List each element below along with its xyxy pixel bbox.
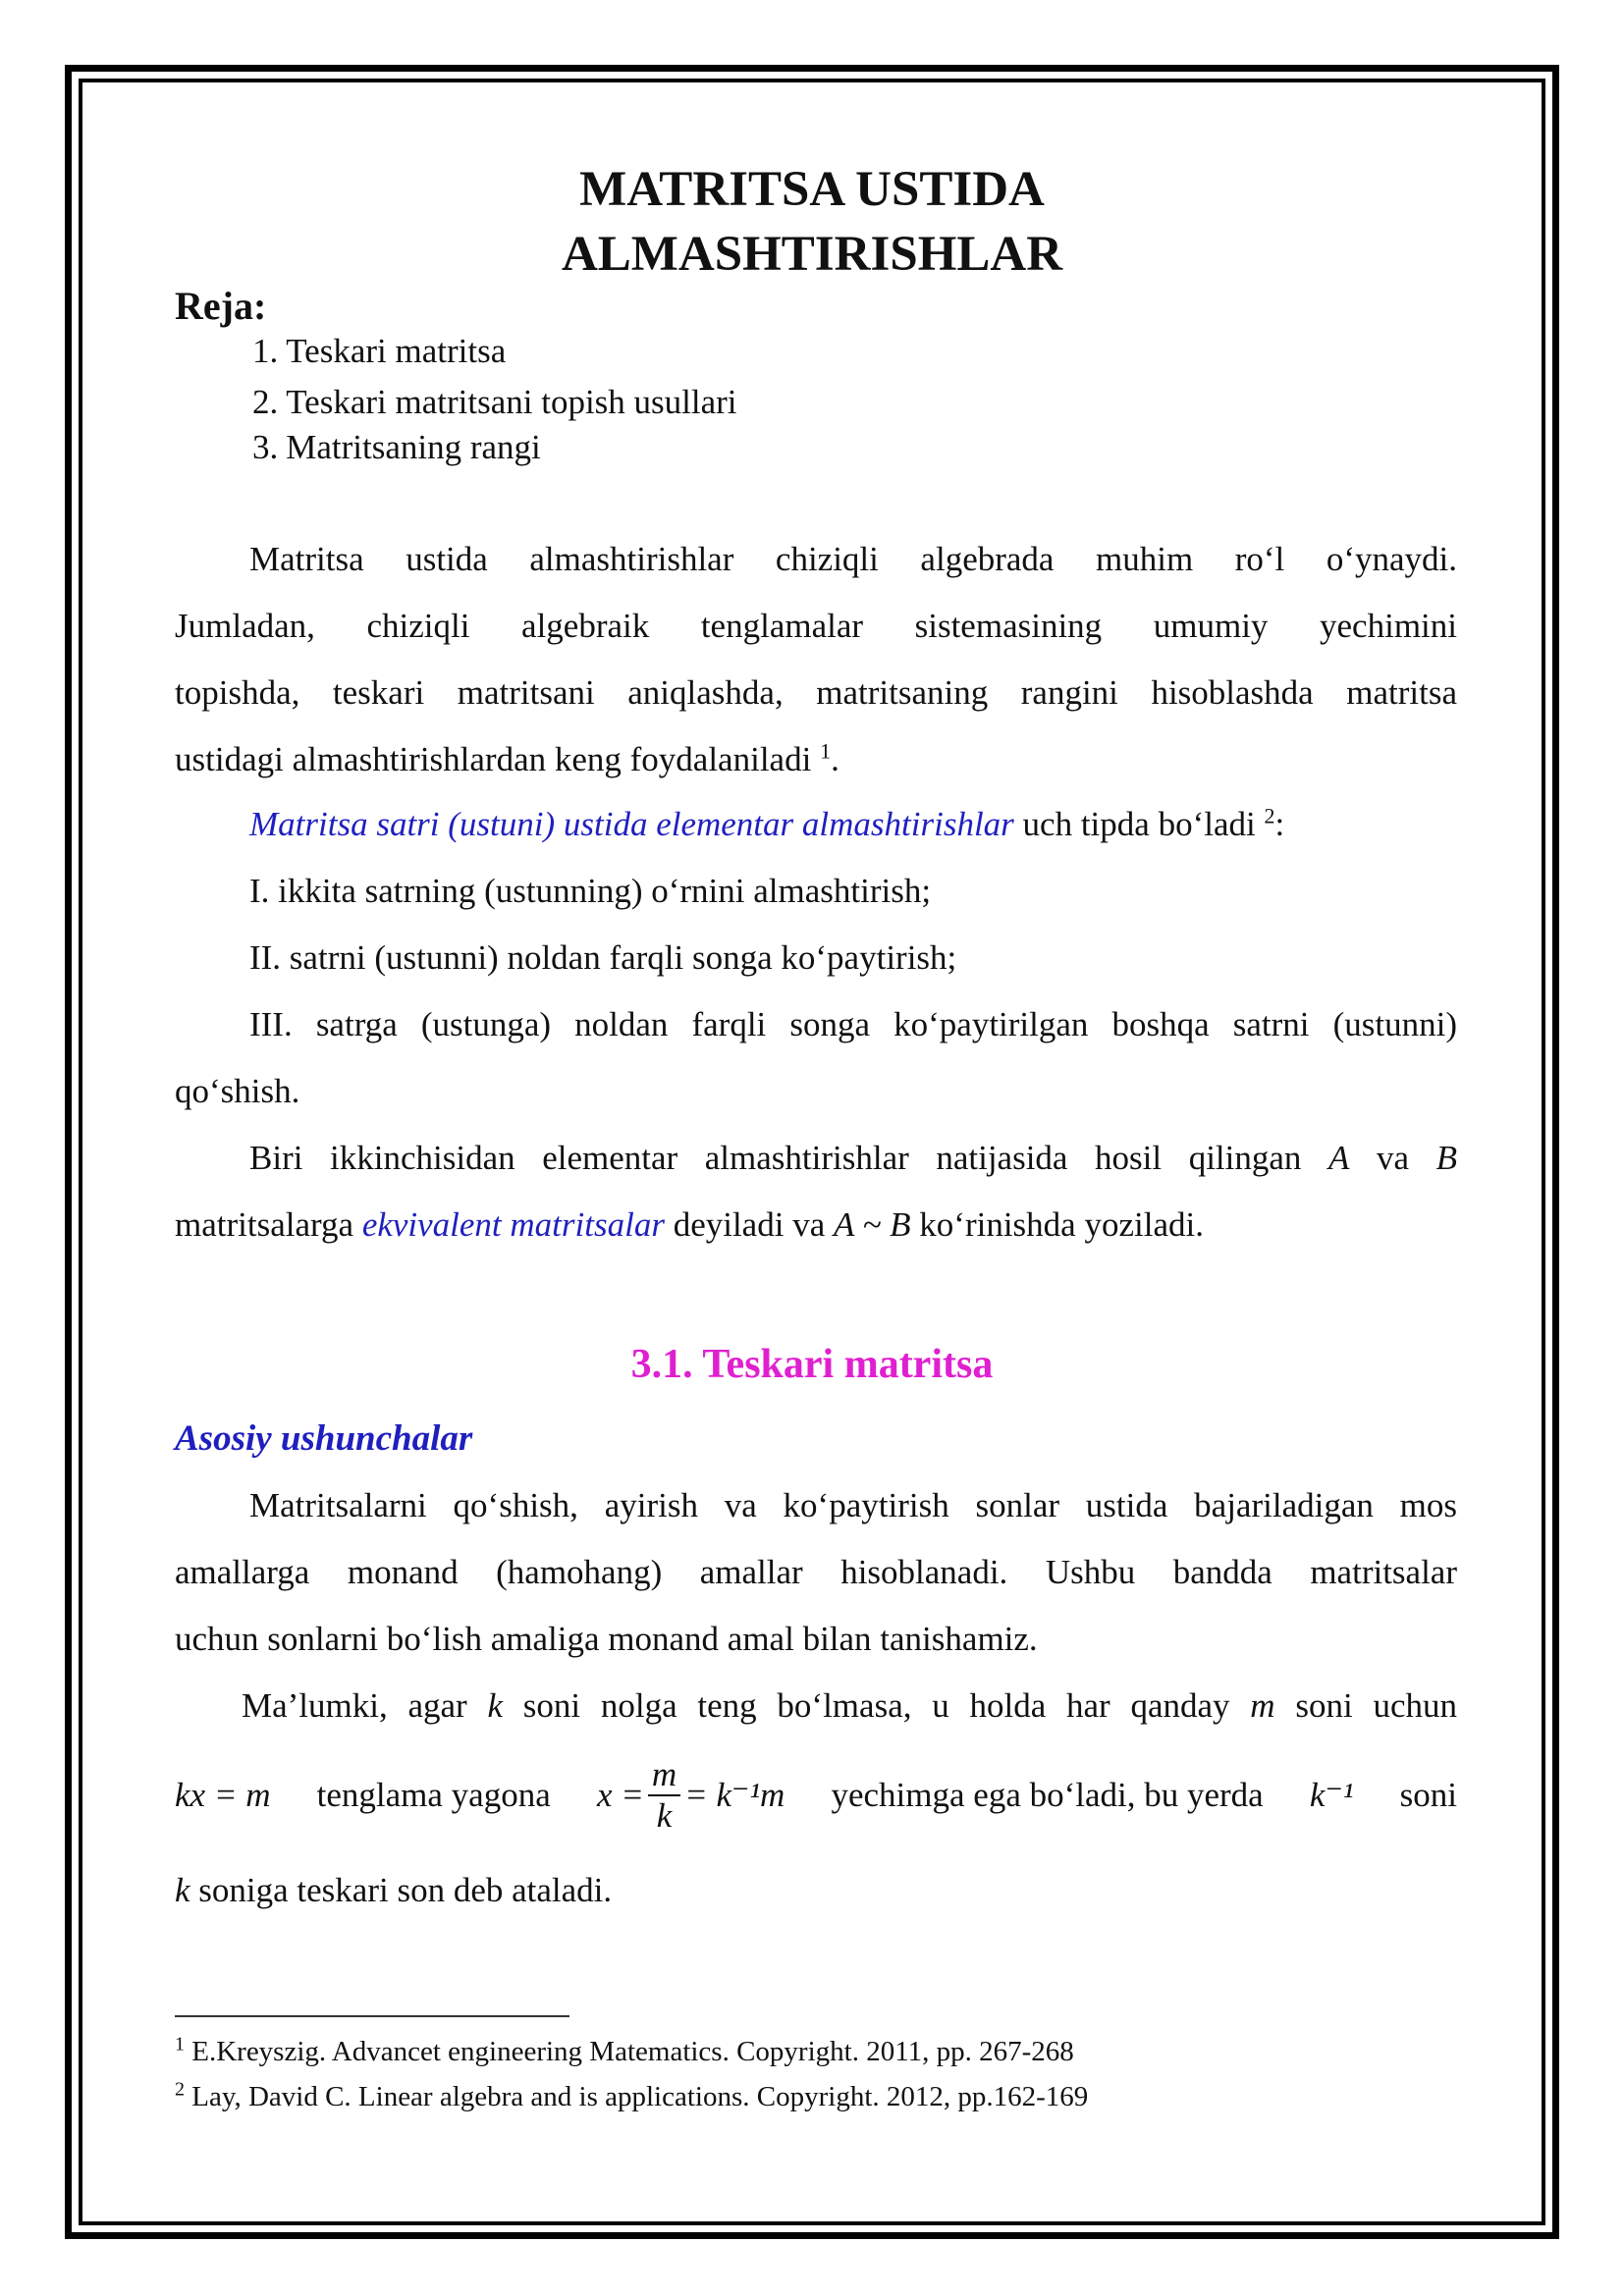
inverse-line-1 — [242, 1684, 1457, 1728]
plan-item-number: 3. — [252, 428, 279, 466]
inverse-post: soni uchun — [1274, 1686, 1457, 1725]
equivalent-post: ko‘rinishda yoziladi. — [910, 1205, 1204, 1244]
basics-line-3: uchun sonlarni bo‘lish amaliga monand amal bilan tanishamiz. — [175, 1620, 1038, 1658]
inverse-mid: soni nolga teng bo‘lmasa, u holda har qanday — [503, 1686, 1251, 1725]
footnote-2 — [175, 2079, 1088, 2114]
basics-line-1: Matritsalarni qo‘shish, ayirish va ko‘paytirish sonlar ustida bajariladigan mos — [249, 1486, 1457, 1524]
var-b: B — [1435, 1139, 1458, 1177]
plan-item — [252, 426, 541, 469]
x-equals: x = — [596, 1776, 644, 1814]
var-k: k — [487, 1686, 504, 1725]
fraction-m-over-k — [648, 1755, 680, 1836]
footnote-ref-1[interactable]: 1 — [820, 738, 832, 764]
elementary-rest: uch tipda bo‘ladi — [1013, 805, 1256, 843]
solution-formula — [597, 1755, 785, 1836]
footnote-1-number: 1 — [175, 2033, 185, 2056]
inverse-text-c: soni — [1399, 1776, 1457, 1814]
var-m: m — [1250, 1686, 1275, 1725]
elementary-end: : — [1274, 805, 1285, 843]
subsection-title: Asosiy ushunchalar — [175, 1418, 473, 1459]
inverse-line-3 — [175, 1869, 612, 1912]
plan-item-number: 1. — [252, 332, 279, 370]
inverse-text-b: yechimga ega bo‘ladi, bu yerda — [831, 1776, 1264, 1814]
basics-line-2: amallarga monand (hamohang) amallar hisoblanadi. Ushbu bandda matritsalar — [175, 1553, 1457, 1591]
intro-line-1: Matritsa ustida almashtirishlar chiziqli algebrada muhim ro‘l o‘ynaydi. — [249, 540, 1457, 578]
intro-line-4-end: . — [831, 740, 839, 778]
footnote-ref-2[interactable]: 2 — [1264, 803, 1275, 828]
elementary-term: Matritsa satri (ustuni) ustida elementar almashtirishlar — [249, 805, 1014, 843]
plan-item — [252, 330, 506, 373]
equivalent-pre: matritsalarga — [175, 1205, 362, 1244]
elementary-type-3-line-1: III. satrga (ustunga) noldan farqli songa ko‘paytirilgan boshqa satrni (ustunni) — [249, 1005, 1457, 1043]
footnote-1 — [175, 2034, 1074, 2069]
elementary-type-1: I. ikkita satrning (ustunning) o‘rnini almashtirish; — [249, 872, 932, 910]
fraction-denominator: k — [656, 1796, 673, 1835]
plan-item-text: Matritsaning rangi — [286, 428, 541, 466]
plan-item-text: Teskari matritsani topish usullari — [286, 383, 737, 421]
inverse-line-2 — [175, 1751, 1457, 1840]
equivalent-line-1 — [249, 1137, 1457, 1180]
intro-line-4 — [175, 738, 839, 781]
intro-line-4-text: ustidagi almashtirishlardan keng foydalaniladi — [175, 740, 812, 778]
var-a: A — [1328, 1139, 1350, 1177]
intro-line-3: topishda, teskari matritsani aniqlashda, matritsaning rangini hisoblashda matritsa — [175, 673, 1457, 712]
k-inverse: k⁻¹ — [1309, 1776, 1354, 1814]
footnote-2-text: Lay, David C. Linear algebra and is applications. Copyright. 2012, pp.162-169 — [185, 2081, 1089, 2112]
intro-line-2: Jumladan, chiziqli algebraik tenglamalar sistemasining umumiy yechimini — [175, 607, 1457, 645]
fraction-numerator: m — [648, 1755, 680, 1796]
k-inverse-m: = k⁻¹m — [684, 1776, 785, 1814]
equivalent-term: ekvivalent matritsalar — [361, 1205, 665, 1244]
elementary-definition — [249, 803, 1284, 846]
inverse-line-3-text: soniga teskari son deb ataladi. — [189, 1871, 613, 1909]
inverse-text-a: tenglama yagona — [316, 1776, 551, 1814]
plan-item-text: Teskari matritsa — [286, 332, 507, 370]
title-line-2: ALMASHTIRISHLAR — [561, 227, 1063, 282]
section-title: 3.1. Teskari matritsa — [630, 1342, 994, 1387]
equation-kx-m: kx = m — [175, 1776, 271, 1814]
plan-item-number: 2. — [252, 383, 279, 421]
footnote-separator — [175, 2015, 569, 2017]
footnote-1-text: E.Kreyszig. Advancet engineering Matematics. Copyright. 2011, pp. 267-268 — [185, 2036, 1074, 2067]
inverse-pre: Ma’lumki, agar — [242, 1686, 488, 1725]
equivalent-text: Biri ikkinchisidan elementar almashtirishlar natijasida hosil qilingan — [249, 1139, 1302, 1177]
equivalent-line-2 — [175, 1203, 1204, 1247]
word-va: va — [1377, 1139, 1410, 1177]
title-line-1: MATRITSA USTIDA — [579, 162, 1045, 217]
footnote-2-number: 2 — [175, 2078, 185, 2101]
equivalent-mid: deyiladi va — [664, 1205, 834, 1244]
elementary-type-2: II. satrni (ustunni) noldan farqli songa ko‘paytirish; — [249, 938, 957, 977]
plan-item — [252, 381, 737, 424]
equivalence-notation: A ~ B — [833, 1205, 911, 1244]
plan-heading: Reja: — [175, 284, 267, 328]
elementary-type-3-line-2: qo‘shish. — [175, 1072, 300, 1110]
var-k-2: k — [175, 1871, 190, 1909]
